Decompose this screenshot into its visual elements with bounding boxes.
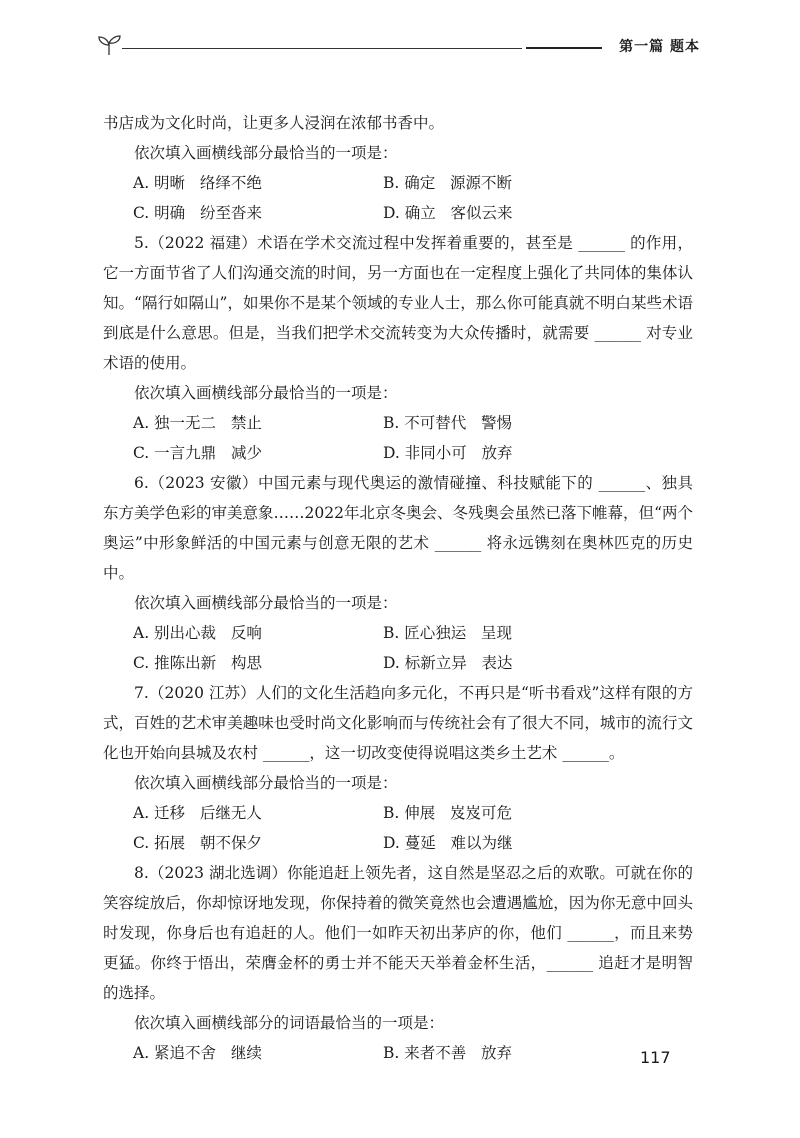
lead-in-text: 书店成为文化时尚，让更多人浸润在浓郁书香中。	[103, 114, 445, 132]
option-row	[103, 408, 693, 438]
question-5-stem: 5.（2022 福建）术语在学术交流过程中发挥着重要的，甚至是 ______ 的作用，它一方面节省了人们沟通交流的时间，另一方面也在一定程度上强化了共同体的集体认知。“隔行如隔山”，如果你不是某个领域的专业人士，那么你可能真就不明白某些术语到底是什么意思。但是，当我们把学术交流转变为大众传播时，就需要 ______ 对专业术语的使用。	[103, 234, 693, 372]
option-a: A. 独一无二 禁止	[133, 414, 262, 432]
sprout-icon	[96, 34, 122, 56]
option-c: C. 拓展 朝不保夕	[133, 834, 262, 852]
option-a: A. 别出心裁 反响	[133, 624, 262, 642]
page-content	[103, 108, 693, 1068]
question-prompt: 依次填入画横线部分最恰当的一项是：	[134, 774, 398, 792]
question-prompt: 依次填入画横线部分最恰当的一项是：	[134, 384, 398, 402]
option-row	[103, 198, 693, 228]
option-a: A. 明晰 络绎不绝	[133, 174, 262, 192]
option-row	[103, 1038, 693, 1068]
option-row	[103, 168, 693, 198]
option-c: C. 明确 纷至沓来	[133, 204, 262, 222]
option-c: C. 一言九鼎 减少	[133, 444, 262, 462]
page-number: 117	[640, 1048, 671, 1067]
section-title: 第一篇 题本	[619, 39, 700, 55]
header-rule	[122, 48, 522, 49]
option-b: B. 不可替代 警惕	[383, 414, 513, 432]
page-header	[96, 34, 700, 56]
option-row	[103, 798, 693, 828]
option-b: B. 匠心独运 呈现	[383, 624, 513, 642]
option-b: B. 伸展 岌岌可危	[383, 804, 513, 822]
option-d: D. 非同小可 放弃	[383, 444, 513, 462]
option-d: D. 蔓延 难以为继	[383, 834, 513, 852]
question-6-stem: 6.（2023 安徽）中国元素与现代奥运的激情碰撞、科技赋能下的 ______、独具东方美学色彩的审美意象……2022年北京冬奥会、冬残奥会虽然已落下帷幕，但“两个奥运”中形象鲜活的中国元素与创意无限的艺术 ______ 将永远镌刻在奥林匹克的历史中。	[103, 474, 693, 582]
option-a: A. 迁移 后继无人	[133, 804, 262, 822]
question-8-stem: 8.（2023 湖北选调）你能追赶上领先者，这自然是坚忍之后的欢歌。可就在你的笑容绽放后，你却惊讶地发现，你保持着的微笑竟然也会遭遇尴尬，因为你无意中回头时发现，你身后也有追赶的人。他们一如昨天初出茅庐的你，他们 ______，而且来势更猛。你终于悟出，荣膺金杯的勇士并不能天天举着金杯生活，______ 追赶才是明智的选择。	[103, 864, 693, 1002]
option-c: C. 推陈出新 构思	[133, 654, 262, 672]
question-prompt: 依次填入画横线部分的词语最恰当的一项是：	[134, 1014, 445, 1032]
option-row	[103, 828, 693, 858]
option-d: D. 确立 客似云来	[383, 204, 513, 222]
option-row	[103, 438, 693, 468]
header-rule-accent	[526, 47, 602, 49]
option-row	[103, 618, 693, 648]
option-a: A. 紧追不舍 继续	[133, 1044, 262, 1062]
option-b: B. 确定 源源不断	[383, 174, 513, 192]
question-prompt: 依次填入画横线部分最恰当的一项是：	[134, 594, 398, 612]
question-prompt: 依次填入画横线部分最恰当的一项是：	[134, 144, 398, 162]
option-d: D. 标新立异 表达	[383, 654, 513, 672]
question-7-stem: 7.（2020 江苏）人们的文化生活趋向多元化，不再只是“听书看戏”这样有限的方式，百姓的艺术审美趣味也受时尚文化影响而与传统社会有了很大不同，城市的流行文化也开始向县城及农村 ______，这一切改变使得说唱这类乡土艺术 ______。	[103, 684, 693, 762]
option-row	[103, 648, 693, 678]
option-b: B. 来者不善 放弃	[383, 1044, 513, 1062]
